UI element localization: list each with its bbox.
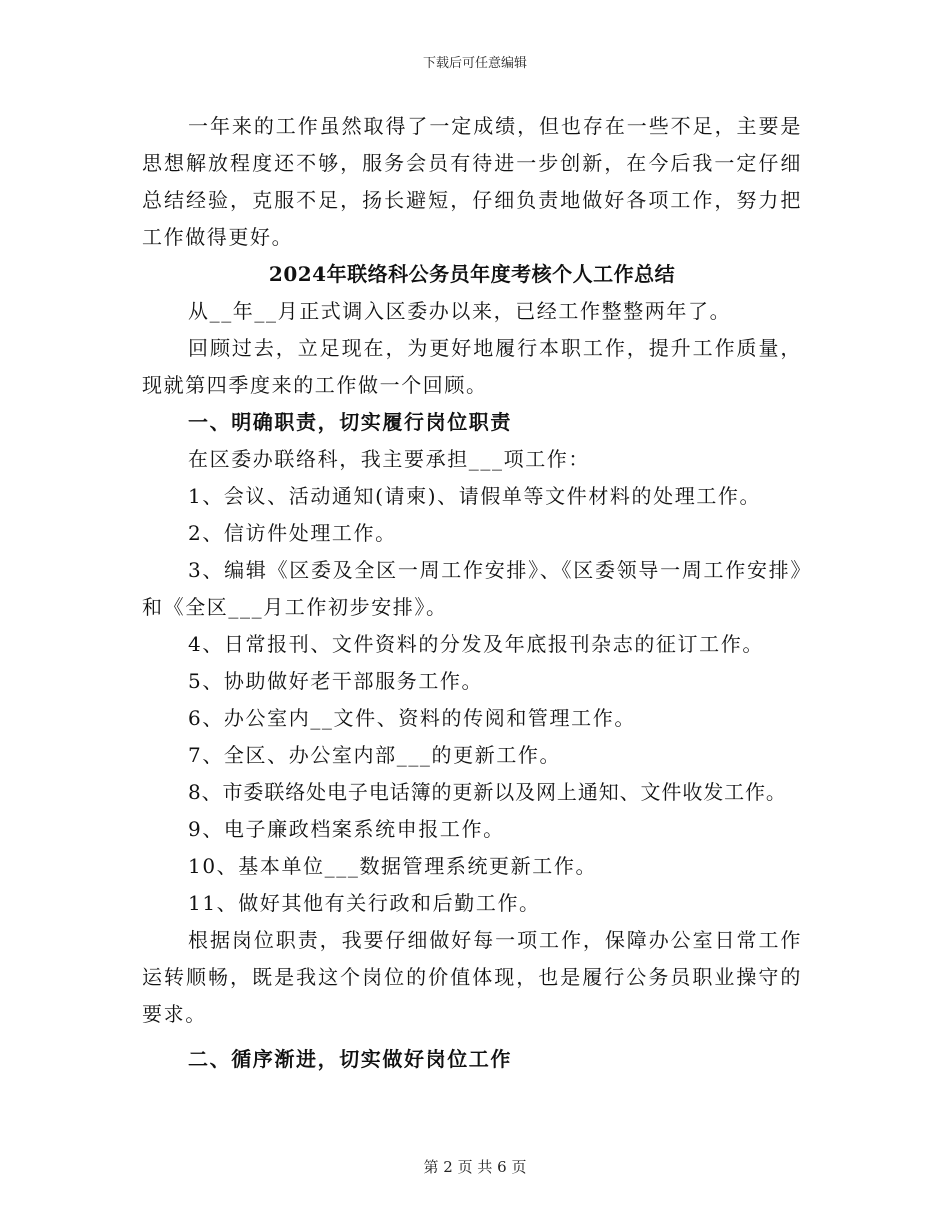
list-item: 5、协助做好老干部服务工作。 [188, 669, 484, 693]
document-body [142, 108, 802, 1078]
list-item: 4、日常报刊、文件资料的分发及年底报刊杂志的征订工作。 [188, 632, 764, 656]
paragraph-intro: 从__年__月正式调入区委办以来，已经工作整整两年了。 [188, 299, 732, 323]
list-item: 1、会议、活动通知(请柬)、请假单等文件材料的处理工作。 [188, 484, 762, 508]
list-item: 6、办公室内__文件、资料的传阅和管理工作。 [188, 706, 636, 730]
paragraph-conclusion: 根据岗位职责，我要仔细做好每一项工作，保障办公室日常工作运转顺畅，既是我这个岗位的价值体现，也是履行公务员职业操守的要求。 [142, 928, 802, 1026]
page-footer: 第 2 页 共 6 页 [423, 1158, 527, 1176]
list-item: 9、电子廉政档案系统申报工作。 [188, 817, 505, 841]
list-item: 11、做好其他有关行政和后勤工作。 [188, 891, 541, 915]
paragraph-summary: 一年来的工作虽然取得了一定成绩，但也存在一些不足，主要是思想解放程度还不够，服务会员有待进一步创新，在今后我一定仔细总结经验，克服不足，扬长避短，仔细负责地做好各项工作，努力把工作做得更好。 [142, 114, 802, 249]
list-item: 8、市委联络处电子电话簿的更新以及网上通知、文件收发工作。 [188, 780, 787, 804]
paragraph-review: 回顾过去，立足现在，为更好地履行本职工作，提升工作质量，现就第四季度来的工作做一个回顾。 [142, 336, 802, 397]
list-item: 7、全区、办公室内部___的更新工作。 [188, 743, 562, 767]
paragraph-duties: 在区委办联络科，我主要承担___项工作： [188, 447, 590, 471]
section-heading-1: 一、明确职责，切实履行岗位职责 [188, 410, 512, 434]
section-heading-2: 二、循序渐进，切实做好岗位工作 [188, 1047, 512, 1071]
document-title: 2024年联络科公务员年度考核个人工作总结 [268, 262, 676, 286]
list-item: 3、编辑《区委及全区一周工作安排》、《区委领导一周工作安排》和《全区___月工作初步安排》。 [142, 558, 802, 619]
list-item: 2、信访件处理工作。 [188, 521, 397, 545]
list-item: 10、基本单位___数据管理系统更新工作。 [188, 854, 598, 878]
page-header: 下载后可任意编辑 [422, 56, 527, 71]
